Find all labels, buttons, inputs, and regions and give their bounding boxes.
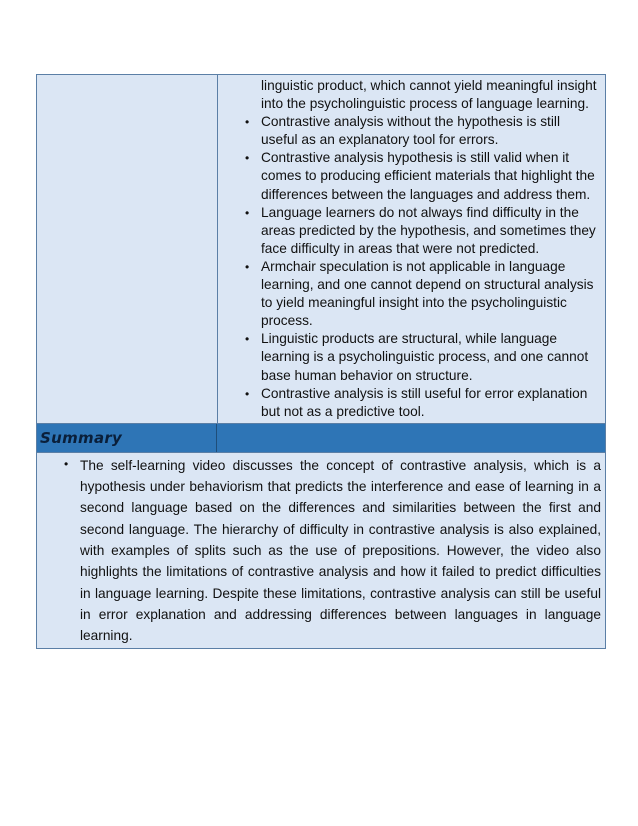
- summary-header-row: [37, 423, 605, 452]
- list-item: • Contrastive analysis hypothesis is still valid when it comes to producing efficient materials that highlight the differences between the languages and address them.: [245, 150, 595, 202]
- summary-list: [37, 455, 601, 647]
- empty-left-cell: [37, 75, 218, 423]
- points-cell: [218, 75, 605, 423]
- summary-title: Summary: [40, 428, 123, 447]
- list-item: • Linguistic products are structural, while language learning is a psycholinguistic process, and one cannot base human behavior on structure.: [245, 331, 589, 383]
- bullet-icon: •: [245, 115, 250, 130]
- list-item: [37, 455, 601, 647]
- bullet-icon: •: [64, 456, 69, 471]
- continuation-text: linguistic product, which cannot yield meaningful insight into the psycholinguistic process of language learning.: [261, 78, 597, 112]
- bullet-icon: •: [245, 151, 250, 166]
- bullet-icon: •: [245, 259, 250, 274]
- list-item: • Contrastive analysis is still useful for error explanation but not as a predictive tool.: [245, 385, 588, 419]
- bullet-icon: •: [245, 386, 250, 401]
- notes-table: [36, 74, 606, 649]
- bullet-list: [218, 113, 599, 421]
- summary-text: The self-learning video discusses the concept of contrastive analysis, which is a hypothesis under behaviorism that predicts the interference and ease of learning in a second language based on the differences and similarities between the first and second language. The hierarchy of difficulty in contrastive analysis is also explained, with examples of splits such as the use of prepositions. However, the video also highlights the limitations of contrastive analysis and how it failed to predict difficulties in language learning. Despite these limitations, contrastive analysis can still be useful in error explanation and addressing differences between languages in language learning.: [80, 457, 601, 644]
- summary-header-empty-cell: [217, 424, 605, 452]
- list-item: • Language learners do not always find difficulty in the areas predicted by the hypothesis, and sometimes they face difficulty in areas that were not predicted.: [245, 204, 596, 256]
- summary-row: [37, 452, 605, 649]
- bullet-icon: •: [245, 332, 250, 347]
- notes-row: [37, 75, 605, 423]
- list-item: • Armchair speculation is not applicable in language learning, and one cannot depend on structural analysis to yield meaningful insight into the psycholinguistic process.: [245, 258, 594, 329]
- bullet-icon: •: [245, 205, 250, 220]
- list-item: • Contrastive analysis without the hypothesis is still useful as an explanatory tool for errors.: [245, 114, 560, 148]
- summary-header-cell: [37, 424, 217, 452]
